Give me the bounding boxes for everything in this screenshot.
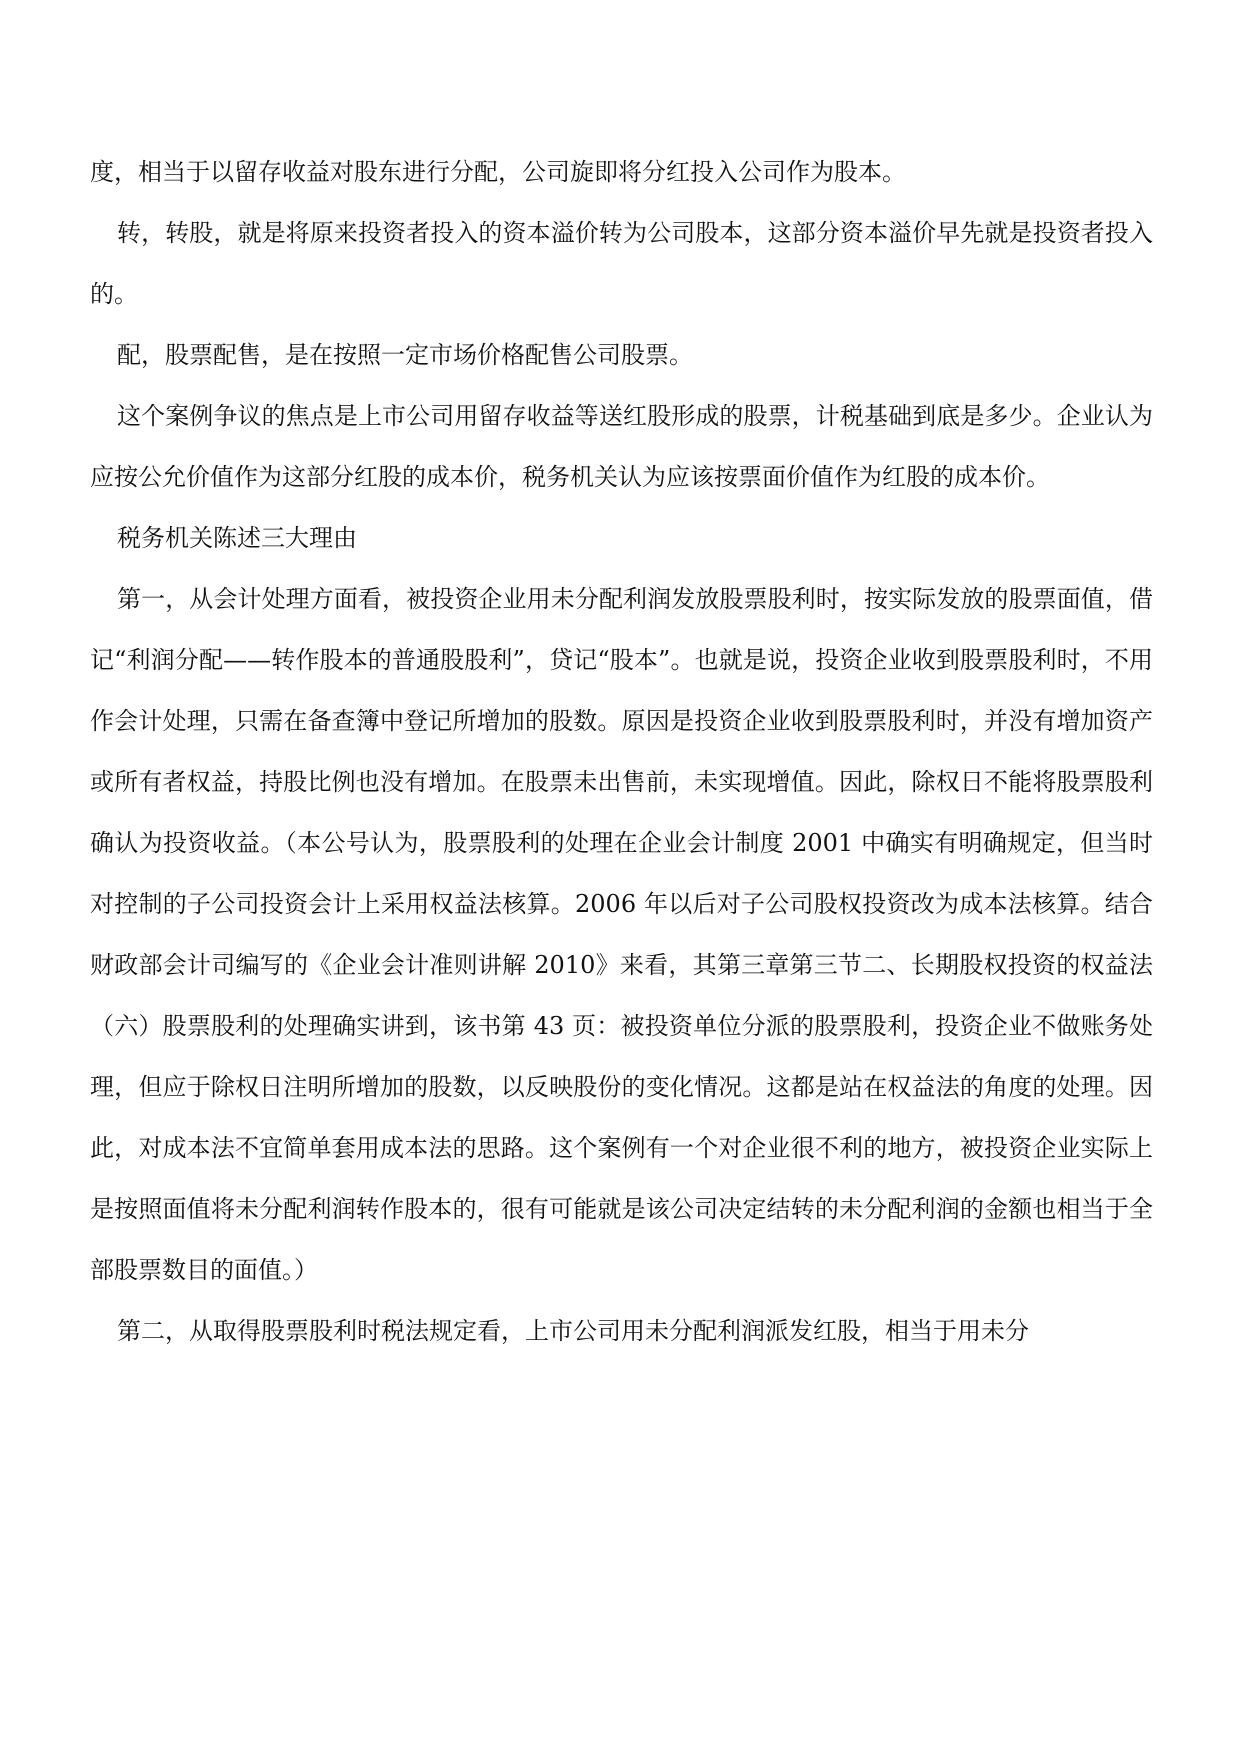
- paragraph-pei: 配，股票配售，是在按照一定市场价格配售公司股票。: [117, 341, 693, 369]
- paragraph-reason-second: 第二，从取得股票股利时税法规定看，上市公司用未分配利润派发红股，相当于用未分: [117, 1317, 1029, 1345]
- paragraph-zhuan: 转，转股，就是将原来投资者投入的资本溢价转为公司股本，这部分资本溢价早先就是投资者投入的。: [90, 219, 1153, 308]
- paragraph-case-focus: 这个案例争议的焦点是上市公司用留存收益等送红股形成的股票，计税基础到底是多少。企业认为应按公允价值作为这部分红股的成本价，税务机关认为应该按票面价值作为红股的成本价。: [90, 402, 1153, 491]
- section-heading-tax-reasons: 税务机关陈述三大理由: [117, 524, 357, 552]
- paragraph-reason-first: 第一，从会计处理方面看，被投资企业用未分配利润发放股票股利时，按实际发放的股票面值，借记“利润分配——转作股本的普通股股利”，贷记“股本”。也就是说，投资企业收到股票股利时，不用作会计处理，只需在备查簿中登记所增加的股数。原因是投资企业收到股票股利时，并没有增加资产或所有者权益，持股比例也没有增加。在股票未出售前，未实现增值。因此，除权日不能将股票股利确认为投资收益。（本公号认为，股票股利的处理在企业会计制度 2001 中确实有明确规定，但当时对控制的子公司投资会计上采用权益法核算。2006 年以后对子公司股权投资改为成本法核算。结合财政部会计司编写的《企业会计准则讲解 2010》来看，其第三章第三节二、长期股权投资的权益法（六）股票股利的处理确实讲到，该书第 43 页：被投资单位分派的股票股利，投资企业不做账务处理，但应于除权日注明所增加的股数，以反映股份的变化情况。这都是站在权益法的角度的处理。因此，对成本法不宜简单套用成本法的思路。这个案例有一个对企业很不利的地方，被投资企业实际上是按照面值将未分配利润转作股本的，很有可能就是该公司决定结转的未分配利润的金额也相当于全部股票数目的面值。）: [90, 585, 1153, 1284]
- document-page: [90, 142, 1153, 1362]
- paragraph-continuation: 度，相当于以留存收益对股东进行分配，公司旋即将分红投入公司作为股本。: [90, 158, 906, 186]
